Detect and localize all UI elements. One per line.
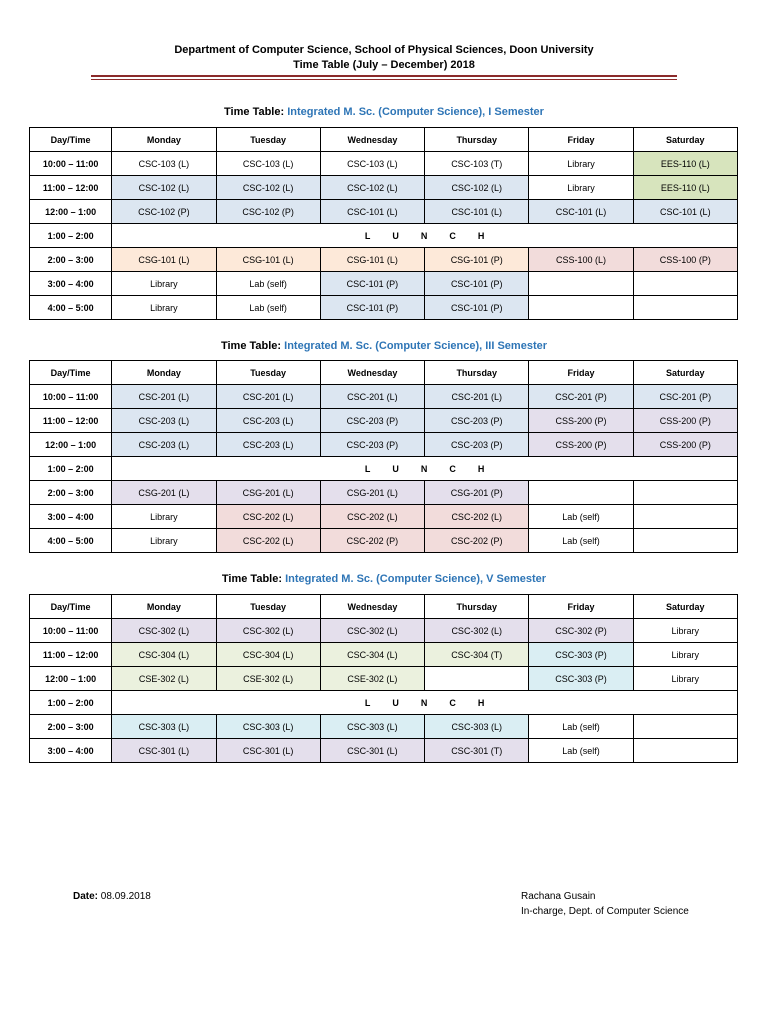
- class-cell: CSC-201 (L): [112, 385, 216, 409]
- class-cell: CSC-303 (L): [320, 715, 424, 739]
- class-cell: CSC-302 (P): [529, 619, 633, 643]
- header-monday: Monday: [112, 128, 216, 152]
- class-cell: Library: [529, 152, 633, 176]
- lunch-break: LUNCH: [112, 457, 738, 481]
- class-cell: CSC-202 (P): [320, 529, 424, 553]
- class-cell: CSC-201 (L): [425, 385, 529, 409]
- time-slot: 3:00 – 4:00: [30, 505, 112, 529]
- class-cell: CSC-302 (L): [112, 619, 216, 643]
- class-cell: EES-110 (L): [633, 176, 737, 200]
- table-row: [30, 739, 738, 763]
- table-row: [30, 296, 738, 320]
- time-slot: 4:00 – 5:00: [30, 296, 112, 320]
- class-cell: CSC-102 (L): [425, 176, 529, 200]
- class-cell: CSG-101 (L): [216, 248, 320, 272]
- class-cell: CSC-102 (L): [216, 176, 320, 200]
- class-cell: CSC-202 (L): [216, 505, 320, 529]
- time-slot: 2:00 – 3:00: [30, 715, 112, 739]
- class-cell: CSG-101 (L): [112, 248, 216, 272]
- table-title-prefix: Time Table:: [221, 573, 286, 585]
- table-title-prefix: Time Table:: [220, 340, 285, 352]
- header-wednesday: Wednesday: [320, 361, 424, 385]
- header-day-time: Day/Time: [30, 361, 112, 385]
- class-cell: CSC-101 (L): [425, 200, 529, 224]
- table-row: [30, 715, 738, 739]
- header-row: [30, 595, 738, 619]
- class-cell: CSC-203 (P): [320, 409, 424, 433]
- table-row: [30, 385, 738, 409]
- time-slot: 2:00 – 3:00: [30, 481, 112, 505]
- class-cell: EES-110 (L): [633, 152, 737, 176]
- header-thursday: Thursday: [425, 361, 529, 385]
- class-cell: CSC-103 (T): [425, 152, 529, 176]
- class-cell: CSC-304 (L): [112, 643, 216, 667]
- timetable-sem3: [29, 360, 738, 553]
- class-cell: [529, 481, 633, 505]
- class-cell: CSC-301 (L): [320, 739, 424, 763]
- class-cell: CSC-202 (P): [425, 529, 529, 553]
- class-cell: CSE-302 (L): [112, 667, 216, 691]
- class-cell: CSC-101 (P): [425, 296, 529, 320]
- class-cell: Library: [529, 176, 633, 200]
- class-cell: CSS-100 (P): [633, 248, 737, 272]
- class-cell: CSE-302 (L): [320, 667, 424, 691]
- table-row: [30, 619, 738, 643]
- class-cell: CSG-201 (L): [216, 481, 320, 505]
- class-cell: CSC-301 (L): [112, 739, 216, 763]
- time-slot: 11:00 – 12:00: [30, 643, 112, 667]
- class-cell: CSC-103 (L): [216, 152, 320, 176]
- time-slot: 1:00 – 2:00: [30, 457, 112, 481]
- time-slot: 12:00 – 1:00: [30, 200, 112, 224]
- table-row: [30, 200, 738, 224]
- time-slot: 10:00 – 11:00: [30, 619, 112, 643]
- header-saturday: Saturday: [633, 128, 737, 152]
- class-cell: CSC-303 (L): [216, 715, 320, 739]
- class-cell: CSS-200 (P): [529, 409, 633, 433]
- time-slot: 1:00 – 2:00: [30, 224, 112, 248]
- time-slot: 3:00 – 4:00: [30, 272, 112, 296]
- header-rule-thin: [91, 79, 677, 80]
- header-monday: Monday: [112, 595, 216, 619]
- class-cell: CSC-303 (L): [112, 715, 216, 739]
- class-cell: CSC-101 (L): [633, 200, 737, 224]
- header-friday: Friday: [529, 128, 633, 152]
- department-title: Department of Computer Science, School of Physical Sciences, Doon University: [174, 44, 594, 56]
- time-slot: 2:00 – 3:00: [30, 248, 112, 272]
- class-cell: CSC-301 (L): [216, 739, 320, 763]
- class-cell: [529, 296, 633, 320]
- class-cell: CSC-103 (L): [320, 152, 424, 176]
- class-cell: CSC-203 (P): [320, 433, 424, 457]
- class-cell: CSC-203 (L): [112, 409, 216, 433]
- class-cell: Library: [112, 296, 216, 320]
- class-cell: Library: [112, 505, 216, 529]
- table-title-program: Integrated M. Sc. (Computer Science), I Semester: [287, 106, 544, 118]
- class-cell: Lab (self): [529, 505, 633, 529]
- class-cell: CSC-101 (L): [529, 200, 633, 224]
- header-saturday: Saturday: [633, 595, 737, 619]
- table-title-program: Integrated M. Sc. (Computer Science), V Semester: [285, 573, 547, 585]
- table-row: [30, 643, 738, 667]
- class-cell: Lab (self): [216, 272, 320, 296]
- class-cell: Library: [112, 272, 216, 296]
- class-cell: [633, 715, 737, 739]
- time-slot: 11:00 – 12:00: [30, 409, 112, 433]
- time-slot: 10:00 – 11:00: [30, 385, 112, 409]
- table-row: [30, 272, 738, 296]
- class-cell: CSC-304 (T): [425, 643, 529, 667]
- class-cell: CSS-200 (P): [633, 409, 737, 433]
- class-cell: Lab (self): [529, 739, 633, 763]
- table-row: [30, 152, 738, 176]
- class-cell: Library: [112, 529, 216, 553]
- class-cell: CSC-202 (L): [216, 529, 320, 553]
- class-cell: Library: [633, 667, 737, 691]
- header-friday: Friday: [529, 361, 633, 385]
- header-thursday: Thursday: [425, 595, 529, 619]
- table-row: [30, 529, 738, 553]
- signatory-name: Rachana Gusain: [521, 891, 596, 902]
- class-cell: CSG-101 (L): [320, 248, 424, 272]
- header-row: [30, 128, 738, 152]
- class-cell: [633, 481, 737, 505]
- date-line: [73, 889, 151, 904]
- class-cell: CSC-102 (L): [112, 176, 216, 200]
- class-cell: CSC-201 (L): [320, 385, 424, 409]
- header-monday: Monday: [112, 361, 216, 385]
- table-title-sem3: [0, 339, 768, 353]
- signature-block: [521, 889, 689, 919]
- class-cell: CSC-303 (L): [425, 715, 529, 739]
- class-cell: Lab (self): [529, 529, 633, 553]
- header-day-time: Day/Time: [30, 595, 112, 619]
- class-cell: CSC-203 (L): [216, 409, 320, 433]
- class-cell: CSC-202 (L): [320, 505, 424, 529]
- class-cell: CSC-303 (P): [529, 667, 633, 691]
- table-row: [30, 248, 738, 272]
- class-cell: CSG-201 (L): [112, 481, 216, 505]
- time-slot: 4:00 – 5:00: [30, 529, 112, 553]
- timetable-sem5: [29, 594, 738, 763]
- class-cell: CSC-302 (L): [425, 619, 529, 643]
- class-cell: CSC-203 (P): [425, 433, 529, 457]
- header-tuesday: Tuesday: [216, 361, 320, 385]
- class-cell: CSC-102 (P): [112, 200, 216, 224]
- header-rule: [91, 75, 677, 77]
- lunch-break: LUNCH: [112, 224, 738, 248]
- table-title-prefix: Time Table:: [224, 106, 288, 118]
- class-cell: [633, 739, 737, 763]
- class-cell: CSC-201 (P): [529, 385, 633, 409]
- class-cell: CSS-200 (P): [633, 433, 737, 457]
- class-cell: CSS-200 (P): [529, 433, 633, 457]
- class-cell: Library: [633, 643, 737, 667]
- class-cell: CSC-102 (P): [216, 200, 320, 224]
- time-slot: 12:00 – 1:00: [30, 433, 112, 457]
- time-slot: 11:00 – 12:00: [30, 176, 112, 200]
- header-tuesday: Tuesday: [216, 128, 320, 152]
- time-slot: 12:00 – 1:00: [30, 667, 112, 691]
- header-saturday: Saturday: [633, 361, 737, 385]
- class-cell: CSC-202 (L): [425, 505, 529, 529]
- class-cell: CSE-302 (L): [216, 667, 320, 691]
- timetable-sem1: [29, 127, 738, 320]
- class-cell: [425, 667, 529, 691]
- class-cell: Lab (self): [529, 715, 633, 739]
- class-cell: [633, 296, 737, 320]
- table-row: [30, 409, 738, 433]
- class-cell: CSC-103 (L): [112, 152, 216, 176]
- document-header: [0, 43, 768, 73]
- header-wednesday: Wednesday: [320, 595, 424, 619]
- class-cell: CSG-201 (P): [425, 481, 529, 505]
- class-cell: [633, 529, 737, 553]
- date-value: 08.09.2018: [100, 891, 151, 902]
- table-row: [30, 505, 738, 529]
- header-wednesday: Wednesday: [320, 128, 424, 152]
- class-cell: [529, 272, 633, 296]
- signatory-title: In-charge, Dept. of Computer Science: [521, 906, 689, 917]
- class-cell: CSC-101 (L): [320, 200, 424, 224]
- class-cell: Library: [633, 619, 737, 643]
- table-row: [30, 433, 738, 457]
- class-cell: CSC-201 (L): [216, 385, 320, 409]
- class-cell: CSC-302 (L): [320, 619, 424, 643]
- class-cell: CSC-303 (P): [529, 643, 633, 667]
- header-day-time: Day/Time: [30, 128, 112, 152]
- header-tuesday: Tuesday: [216, 595, 320, 619]
- class-cell: CSG-101 (P): [425, 248, 529, 272]
- lunch-break: LUNCH: [112, 691, 738, 715]
- date-label: Date:: [73, 891, 99, 902]
- header-friday: Friday: [529, 595, 633, 619]
- table-row: [30, 667, 738, 691]
- table-row: [30, 691, 738, 715]
- table-row: [30, 457, 738, 481]
- time-slot: 1:00 – 2:00: [30, 691, 112, 715]
- table-row: [30, 224, 738, 248]
- class-cell: CSC-302 (L): [216, 619, 320, 643]
- class-cell: CSC-101 (P): [320, 296, 424, 320]
- timetable-period: Time Table (July – December) 2018: [293, 59, 475, 71]
- class-cell: CSC-203 (P): [425, 409, 529, 433]
- class-cell: [633, 505, 737, 529]
- class-cell: CSC-102 (L): [320, 176, 424, 200]
- class-cell: CSC-203 (L): [216, 433, 320, 457]
- time-slot: 10:00 – 11:00: [30, 152, 112, 176]
- header-thursday: Thursday: [425, 128, 529, 152]
- table-row: [30, 176, 738, 200]
- table-title-program: Integrated M. Sc. (Computer Science), III Semester: [284, 340, 548, 352]
- table-row: [30, 481, 738, 505]
- class-cell: [633, 272, 737, 296]
- class-cell: CSC-101 (P): [425, 272, 529, 296]
- header-row: [30, 361, 738, 385]
- class-cell: CSC-304 (L): [320, 643, 424, 667]
- time-slot: 3:00 – 4:00: [30, 739, 112, 763]
- class-cell: CSC-304 (L): [216, 643, 320, 667]
- class-cell: Lab (self): [216, 296, 320, 320]
- table-title-sem1: [0, 105, 768, 119]
- class-cell: CSC-203 (L): [112, 433, 216, 457]
- class-cell: CSS-100 (L): [529, 248, 633, 272]
- class-cell: CSG-201 (L): [320, 481, 424, 505]
- class-cell: CSC-101 (P): [320, 272, 424, 296]
- class-cell: CSC-201 (P): [633, 385, 737, 409]
- table-title-sem5: [0, 572, 768, 586]
- class-cell: CSC-301 (T): [425, 739, 529, 763]
